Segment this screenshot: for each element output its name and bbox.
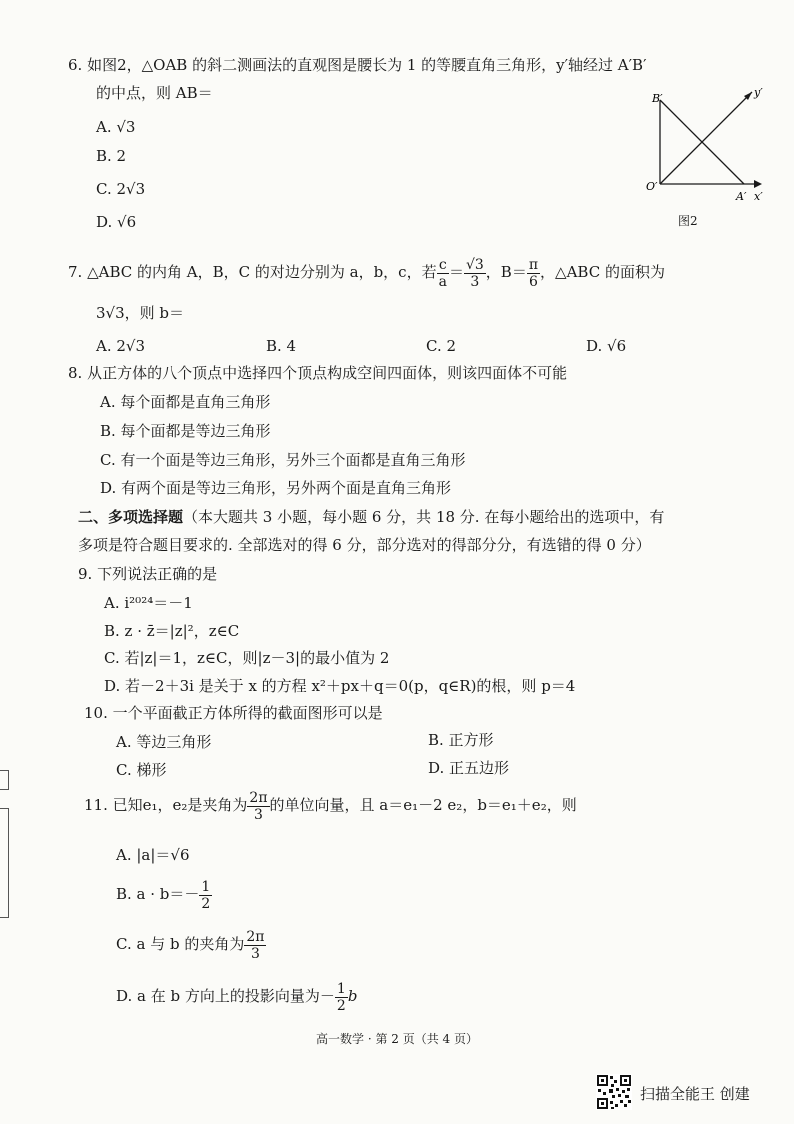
q8-stem: 8. 从正方体的八个顶点中选择四个顶点构成空间四面体，则该四面体不可能 — [68, 364, 568, 382]
q9-option-a: A. i²⁰²⁴＝－1 — [104, 594, 193, 612]
q8-option-c: C. 有一个面是等边三角形，另外三个面都是直角三角形 — [100, 451, 466, 469]
q8-option-d: D. 有两个面是等边三角形，另外两个面是直角三角形 — [100, 479, 452, 497]
q9-stem: 9. 下列说法正确的是 — [78, 565, 218, 583]
q10-stem: 10. 一个平面截正方体所得的截面图形可以是 — [84, 704, 383, 722]
section-2-instructions-2: 多项是符合题目要求的. 全部选对的得 6 分，部分选对的得部分分，有选错的得 0 分） — [78, 536, 651, 554]
q7-fraction-root3-over-3: $\frac{√3}{3}$ — [465, 256, 484, 290]
q6-option-d: D. √6 — [96, 213, 137, 231]
q11-option-d-vector-b: b — [347, 987, 358, 1005]
q11-text-1: 11. 已知e₁，e₂是夹角为 — [84, 796, 248, 814]
q11-fraction-2pi-over-3: $\frac{2\pi}{3}$ — [249, 789, 268, 823]
qr-code-icon — [596, 1074, 632, 1110]
section-2-title: 二、多项选择题 — [78, 508, 184, 526]
q7-option-a: A. 2√3 — [96, 337, 146, 355]
x-axis-arrow-icon — [754, 180, 762, 188]
q7-text-1: 7. △ABC 的内角 A，B，C 的对边分别为 a，b，c，若 — [68, 263, 437, 281]
q7-fraction-pi-over-6: $\frac{\pi}{6}$ — [528, 256, 539, 290]
scanner-brand-label: 扫描全能王 创建 — [640, 1085, 750, 1103]
q11-option-c — [116, 926, 266, 962]
figure-y-axis — [660, 92, 752, 184]
q7-equals: ＝ — [448, 263, 464, 281]
section-2-instructions-1: （本大题共 3 小题，每小题 6 分，共 18 分. 在每小题给出的选项中，有 — [183, 508, 665, 526]
label-y-prime: y′ — [754, 86, 763, 99]
figure-2-caption: 图2 — [678, 214, 698, 228]
q10-option-d: D. 正五边形 — [428, 759, 510, 777]
q8-option-b: B. 每个面都是等边三角形 — [100, 422, 271, 440]
q7-stem-line2: 3√3，则 b＝ — [96, 304, 185, 322]
q6-option-b: B. 2 — [96, 147, 127, 165]
q7-stem-line1 — [68, 254, 665, 290]
q10-option-c: C. 梯形 — [116, 761, 167, 779]
q7-option-d: D. √6 — [586, 337, 627, 355]
q11-option-d — [116, 978, 357, 1014]
q6-option-a: A. √3 — [96, 118, 136, 136]
figure-2-diagram — [640, 84, 770, 204]
scan-margin-mark-top — [0, 770, 9, 790]
label-o-prime: O′ — [646, 180, 658, 193]
label-x-prime: x′ — [754, 190, 763, 203]
q7-fraction-c-over-a: $\frac{c}{a}$ — [438, 256, 447, 290]
q7-text-2: ，B＝ — [485, 263, 527, 281]
label-b-prime: B′ — [652, 92, 663, 105]
q7-option-c: C. 2 — [426, 337, 457, 355]
q9-option-d: D. 若－2＋3i 是关于 x 的方程 x²＋px＋q＝0(p，q∈R)的根，则 p＝4 — [104, 677, 576, 695]
label-a-prime: A′ — [736, 190, 747, 203]
q11-option-b-text: B. a · b＝－ — [116, 885, 200, 903]
q11-text-2: 的单位向量，且 a＝e₁－2 e₂，b＝e₁＋e₂，则 — [269, 796, 577, 814]
q11-option-b-fraction: $\frac{1}{2}$ — [201, 878, 211, 912]
scan-margin-mark-bottom — [0, 808, 9, 918]
q10-option-a: A. 等边三角形 — [116, 733, 212, 751]
q7-text-3: ，△ABC 的面积为 — [540, 263, 665, 281]
page-footer: 高一数学 · 第 2 页（共 4 页） — [316, 1032, 478, 1046]
q11-option-c-text: C. a 与 b 的夹角为 — [116, 935, 245, 953]
q11-option-a: A. |a|＝√6 — [116, 846, 190, 864]
q11-option-d-text: D. a 在 b 方向上的投影向量为－ — [116, 987, 335, 1005]
section-2-heading-line1 — [78, 506, 664, 528]
q8-option-a: A. 每个面都是直角三角形 — [100, 393, 271, 411]
q6-stem-line2: 的中点，则 AB＝ — [96, 84, 213, 102]
q11-option-c-fraction: $\frac{2\pi}{3}$ — [246, 928, 265, 962]
q11-stem — [84, 786, 577, 824]
q7-option-b: B. 4 — [266, 337, 297, 355]
q6-stem-line1: 6. 如图2，△OAB 的斜二测画法的直观图是腰长为 1 的等腰直角三角形，y′轴经过 A′B′ — [68, 56, 647, 74]
q9-option-c: C. 若|z|＝1，z∈C，则|z－3|的最小值为 2 — [104, 649, 390, 667]
q6-option-c: C. 2√3 — [96, 180, 146, 198]
q9-option-b: B. z · z̄＝|z|²，z∈C — [104, 622, 240, 640]
q11-option-d-fraction: $\frac{1}{2}$ — [336, 980, 346, 1014]
q11-option-b — [116, 876, 212, 912]
q10-option-b: B. 正方形 — [428, 731, 494, 749]
